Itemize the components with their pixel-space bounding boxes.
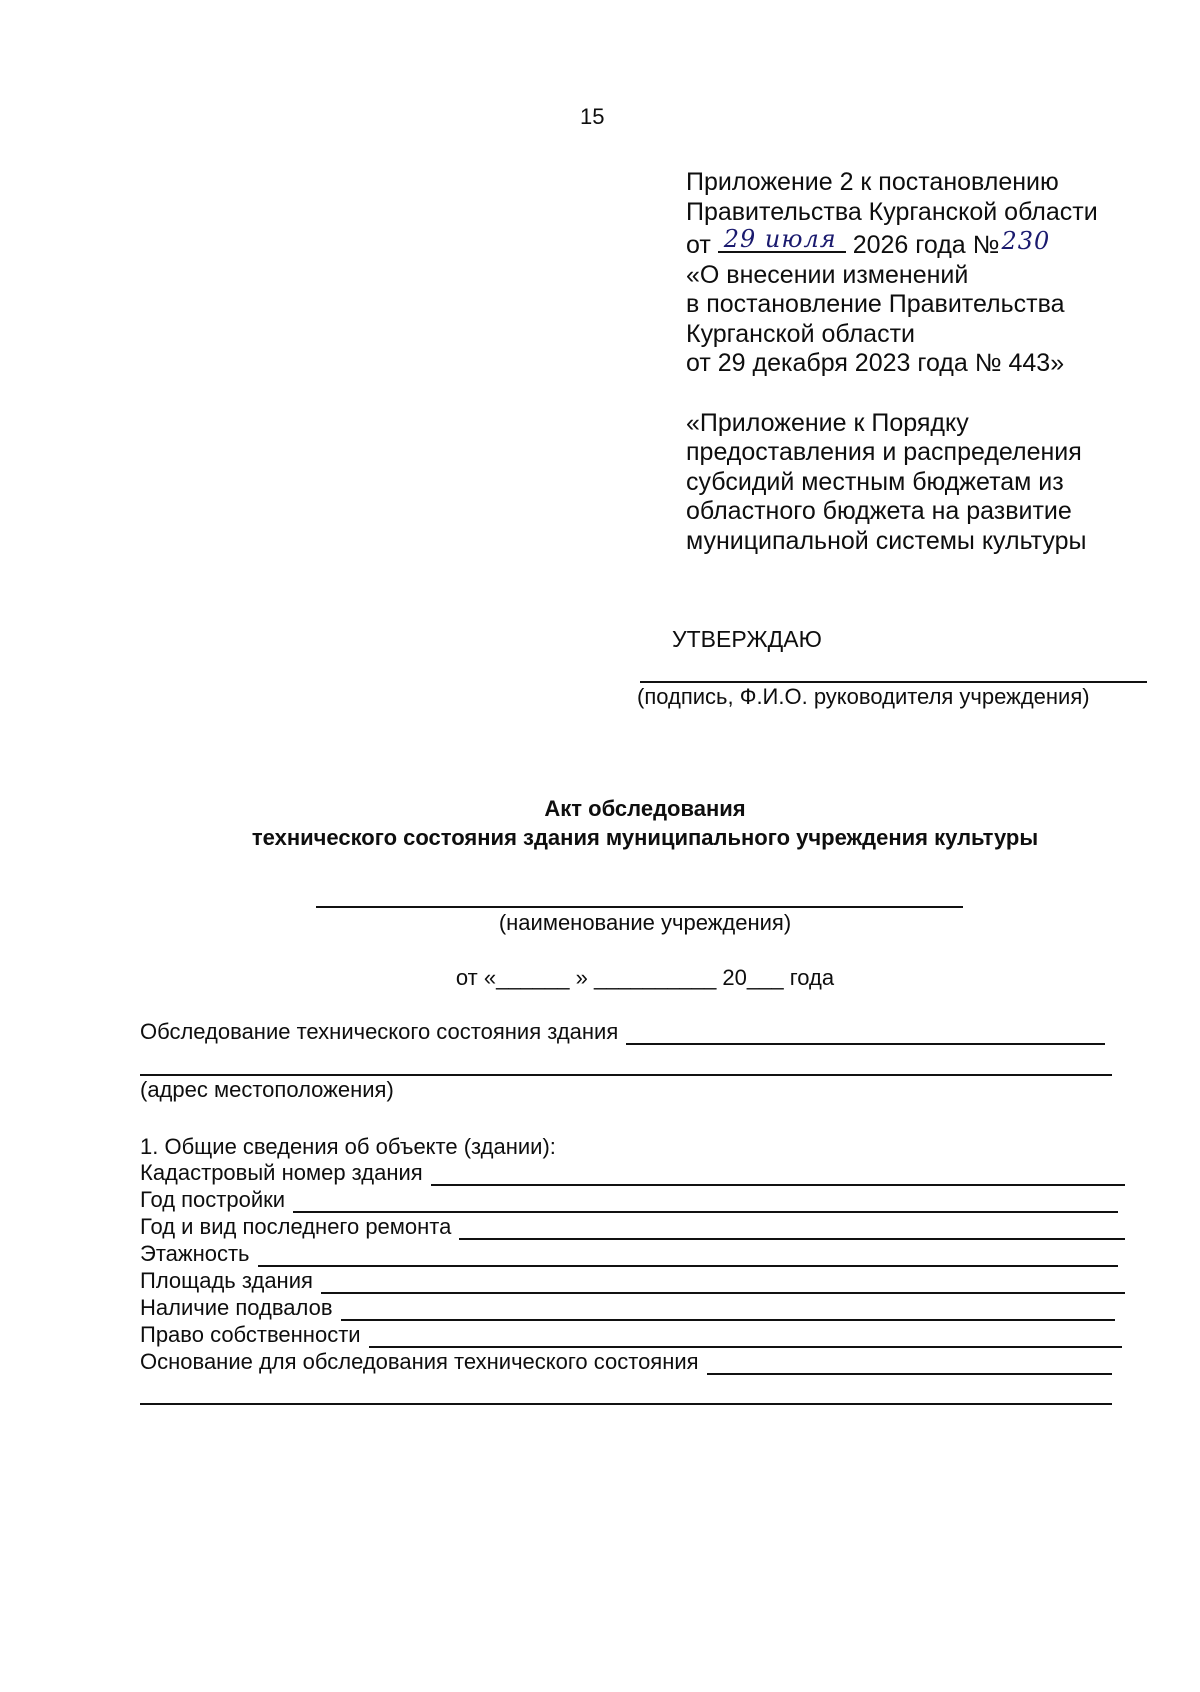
approval-label: УТВЕРЖДАЮ [672,626,822,652]
field-blank [341,1303,1115,1321]
handwritten-date: 29 июля [723,224,837,253]
field-label: Наличие подвалов [140,1295,333,1320]
field-row [140,1349,1112,1375]
field-blank [293,1195,1118,1213]
field-blank [459,1222,1125,1240]
field-row [140,1214,1125,1240]
field-label: Основание для обследования технического состояния [140,1349,699,1374]
appendix-line: в постановление Правительства [686,290,1065,318]
field-row [140,1187,1118,1213]
survey-field [140,1019,1105,1045]
survey-label: Обследование технического состояния здания [140,1019,619,1044]
address-line [140,1074,1112,1076]
appendix-line: «О внесении изменений [686,260,969,289]
field-blank [431,1168,1125,1186]
field-blank [321,1276,1125,1294]
act-date-line: от «______ » __________ 20___ года [455,965,835,990]
act-title: Акт обследования [544,796,746,821]
date-prefix: от [686,231,711,259]
field-blank [707,1357,1112,1375]
appendix-date-line [686,224,1098,261]
signature-caption: (подпись, Ф.И.О. руководителя учреждения) [637,684,1090,709]
section-heading: 1. Общие сведения об объекте (здании): [140,1134,556,1159]
appendix-line: муниципальной системы культуры [686,526,1087,555]
institution-line [316,906,963,908]
handwritten-number: 230 [1001,226,1051,255]
appendix-block [686,168,1098,556]
field-row [140,1160,1125,1186]
appendix-line: предоставления и распределения [686,438,1082,466]
act-subtitle: технического состояния здания муниципального учреждения культуры [251,825,1039,850]
address-caption: (адрес местоположения) [140,1077,394,1102]
date-year: 2026 года № [852,231,1000,259]
field-row [140,1268,1125,1294]
survey-blank [626,1027,1105,1045]
field-label: Год постройки [140,1187,286,1212]
appendix-line: Правительства Курганской области [686,197,1098,226]
appendix-line: областного бюджета на развитие [686,497,1072,525]
appendix-line: от 29 декабря 2023 года № 443» [686,349,1065,377]
field-label: Этажность [140,1241,250,1266]
field-label: Кадастровый номер здания [140,1160,423,1185]
page-number: 15 [580,104,605,129]
field-blank [258,1249,1118,1267]
date-blank [718,224,846,253]
field-row [140,1295,1115,1321]
field-row [140,1241,1118,1267]
basis-continuation-line [140,1403,1112,1405]
appendix-line: «Приложение к Порядку [686,408,969,437]
field-label: Площадь здания [140,1268,313,1293]
field-blank [369,1330,1122,1348]
field-row [140,1322,1122,1348]
number-blank [999,226,1051,255]
appendix-line: Приложение 2 к постановлению [686,168,1059,196]
appendix-line: Курганской области [686,319,916,348]
institution-caption: (наименование учреждения) [498,910,792,935]
field-label: Год и вид последнего ремонта [140,1214,452,1239]
appendix-line: субсидий местным бюджетам из [686,467,1064,496]
signature-line [640,681,1147,683]
field-label: Право собственности [140,1322,361,1347]
